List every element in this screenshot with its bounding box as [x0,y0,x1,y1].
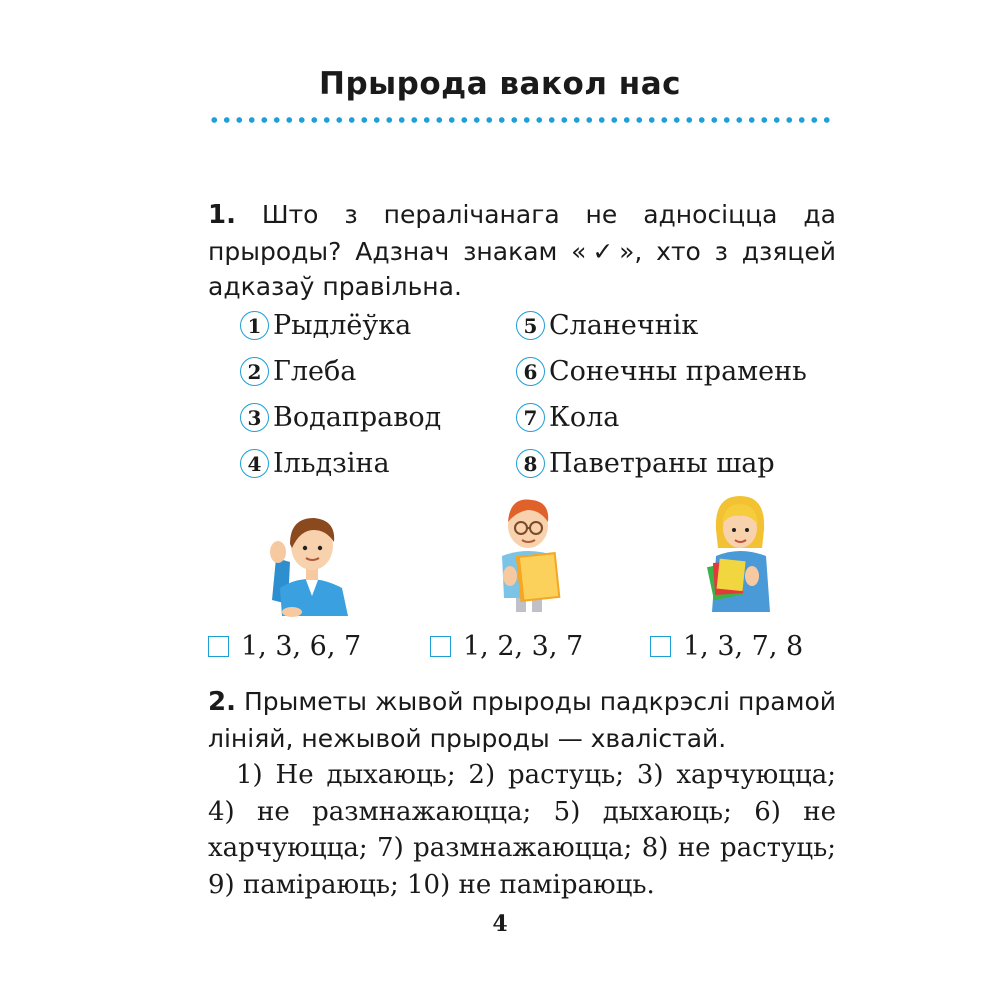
option-number-circle: 7 [516,403,545,432]
task-2-text: Прыметы жывой прыроды падкрэслі прамой лініяй, нежывой прыроды — хвалістай. [208,687,836,753]
girl-holding-books-icon [704,490,776,616]
boy-raising-hand-icon [262,500,354,618]
task-1-text: Што з пералічанага не адносіцца да прыроды? Адзнач знакам «✓», хто з дзяцей адказаў правільна. [208,200,836,301]
page-number: 4 [492,911,508,937]
option-2 [240,356,356,387]
option-1 [240,310,411,341]
answer-label: 1, 2, 3, 7 [463,631,584,662]
option-number-circle: 3 [240,403,269,432]
option-label: Ільдзіна [273,448,390,479]
option-label: Сланечнік [549,310,699,341]
task-1-instruction [208,197,836,305]
option-8 [516,448,775,479]
option-number-circle: 8 [516,449,545,478]
answer-checkbox[interactable] [430,636,451,657]
answer-choice-2[interactable] [430,631,583,662]
option-label: Глеба [273,356,357,387]
dotted-divider [208,116,834,124]
option-label: Кола [549,402,620,433]
option-label: Рыдлёўка [273,310,412,341]
answer-checkbox[interactable] [650,636,671,657]
option-label: Сонечны прамень [549,356,807,387]
option-number-circle: 4 [240,449,269,478]
page-title: Прырода вакол нас [319,66,681,102]
option-number-circle: 6 [516,357,545,386]
answer-label: 1, 3, 6, 7 [241,631,362,662]
option-7 [516,402,619,433]
boy-with-glasses-holding-book-icon [488,490,570,616]
answer-checkbox[interactable] [208,636,229,657]
task-2-number: 2. [208,687,236,717]
option-4 [240,448,390,479]
task-1-number: 1. [208,200,236,230]
answer-choice-3[interactable] [650,631,803,662]
answer-label: 1, 3, 7, 8 [683,631,804,662]
option-number-circle: 2 [240,357,269,386]
option-5 [516,310,698,341]
task-2-items: 1) Не дыхаюць; 2) растуць; 3) харчуюцца; 4) не размнажаюцца; 5) дыхаюць; 6) не харчуюцца; 7) размнажаюцца; 8) не растуць; 9) паміраюць; 10) не паміраюць. [208,760,836,900]
option-number-circle: 1 [240,311,269,340]
option-3 [240,402,441,433]
option-label: Водаправод [273,402,442,433]
task-2-instruction [208,684,836,756]
option-6 [516,356,807,387]
option-label: Паветраны шар [549,448,775,479]
option-number-circle: 5 [516,311,545,340]
answer-choice-1[interactable] [208,631,361,662]
